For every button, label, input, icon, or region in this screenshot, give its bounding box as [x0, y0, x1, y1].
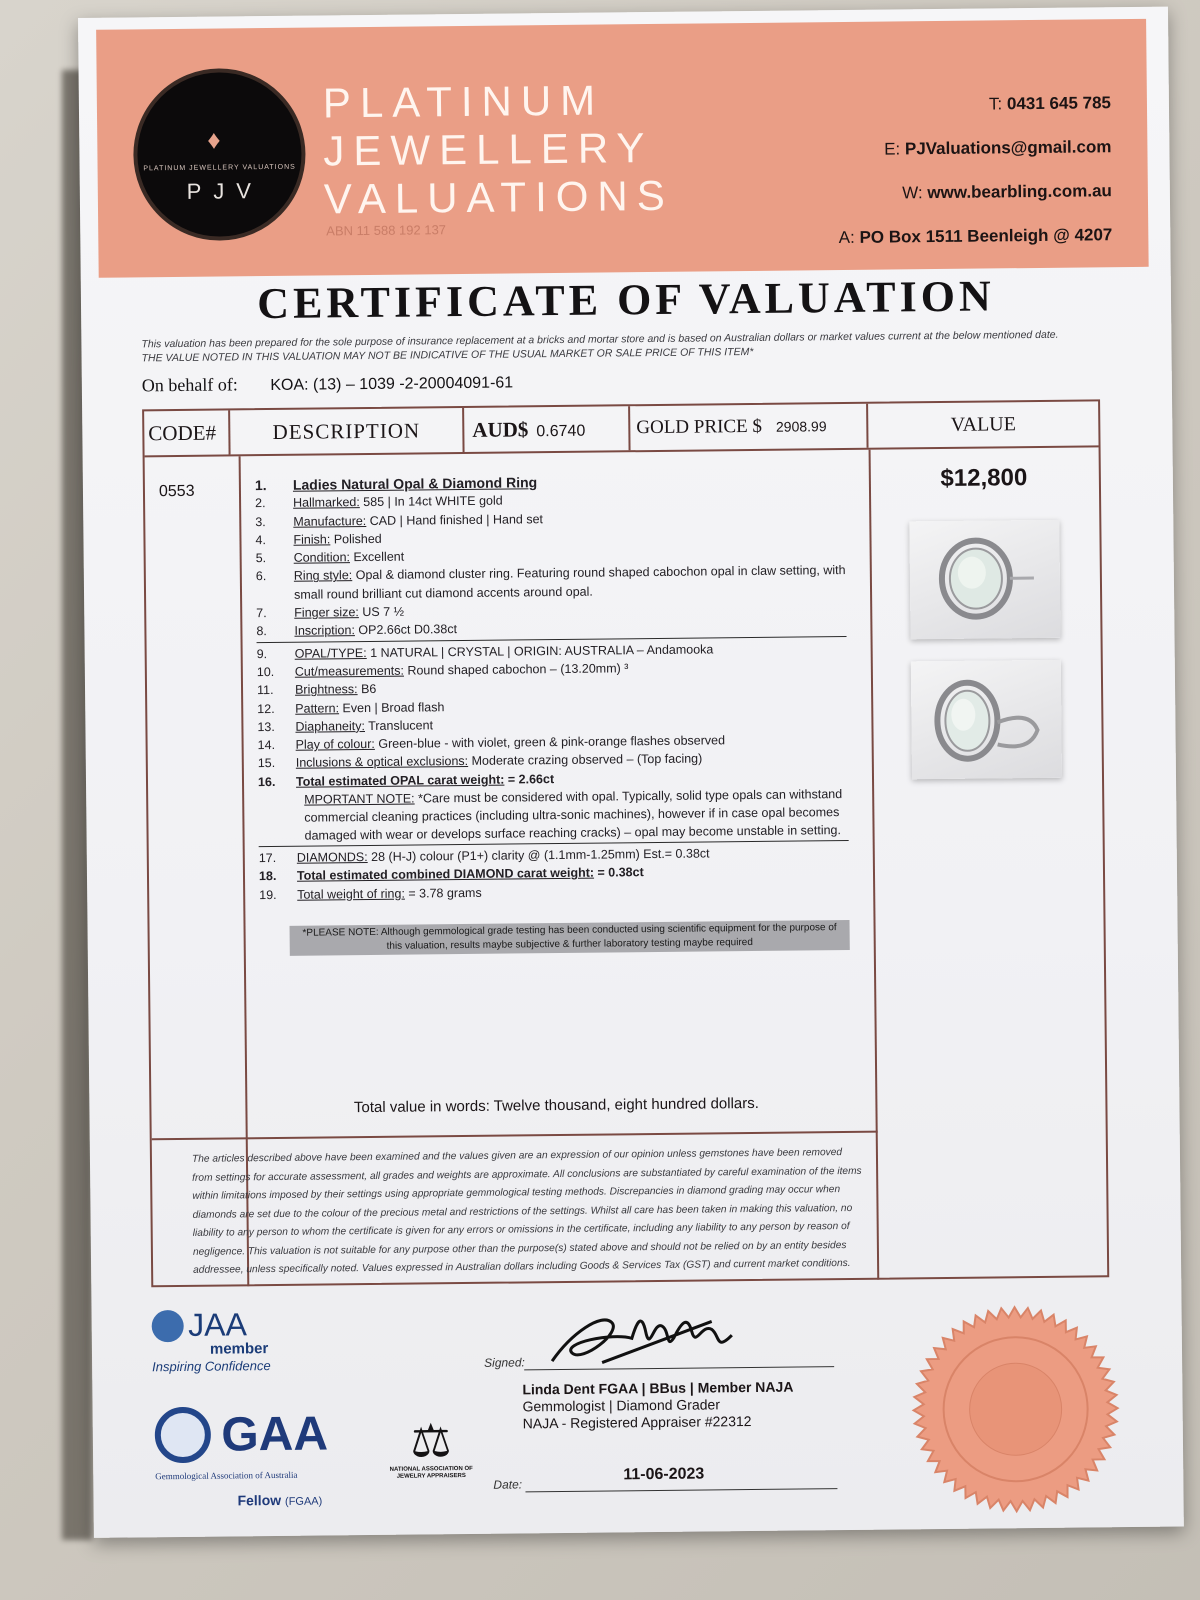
item-text: Translucent — [364, 718, 434, 733]
signed-label: Signed: — [484, 1355, 525, 1370]
item-number: 4. — [255, 532, 266, 548]
pjv-logo — [133, 68, 307, 242]
date-line — [525, 1488, 837, 1492]
disclaimer — [141, 327, 1101, 365]
signer-name: Linda Dent FGAA | BBus | Member NAJA — [522, 1378, 794, 1398]
contact-phone: T: 0431 645 785 — [988, 93, 1112, 114]
ring-photo-side — [911, 660, 1062, 780]
item-text: = 3.78 grams — [404, 885, 482, 901]
contact-address: A: PO Box 1511 Beenleigh @ 4207 — [838, 225, 1113, 248]
item-key: Play of colour: — [295, 737, 375, 752]
signer-registration: NAJA - Registered Appraiser #22312 — [522, 1413, 752, 1432]
ring-top-view-icon — [909, 520, 1060, 640]
item-number: 11. — [256, 683, 274, 698]
item-key: OPAL/TYPE: — [294, 645, 367, 661]
contact-email: E: PJValuations@gmail.com — [884, 137, 1112, 159]
brand-line-2: JEWELLERY — [323, 123, 654, 175]
gaa-emblem-icon — [155, 1407, 212, 1464]
contact-web: W: www.bearbling.com.au — [902, 181, 1112, 203]
contact-block — [837, 81, 1112, 260]
item-text: OP2.66ct D0.38ct — [354, 622, 458, 638]
item-number: 9. — [256, 646, 268, 661]
ring-side-view-icon — [911, 660, 1062, 780]
item-code: 0553 — [158, 482, 195, 501]
logo-initials: PJV — [186, 178, 264, 204]
brand-line-3: VALUATIONS — [323, 171, 674, 223]
date-label: Date: — [493, 1477, 523, 1492]
item-number: 13. — [257, 719, 275, 735]
item-key: DIAMONDS: — [296, 850, 368, 865]
item-text: 585 | In 14ct WHITE gold — [359, 493, 503, 510]
signer-role: Gemmologist | Diamond Grader — [522, 1396, 721, 1415]
abn-number: ABN 11 588 192 137 — [326, 222, 447, 239]
logo-small-text: PLATINUM JEWELLERY VALUATIONS — [143, 163, 296, 173]
item-key: Cut/measurements: — [294, 663, 405, 679]
behalf-label: On behalf of: — [141, 374, 238, 396]
item-key: Total weight of ring: — [297, 886, 405, 902]
item-text: 1 NATURAL | CRYSTAL | ORIGIN: AUSTRALIA – Andamooka — [366, 642, 714, 660]
item-text: B6 — [357, 682, 377, 697]
scales-icon: ⚖ — [410, 1414, 452, 1467]
please-note: *PLEASE NOTE: Although gemmological grade testing has been conducted using scientific equipment for the purpose of this valuation, results maybe subjective & further laboratory testing maybe required — [290, 920, 850, 956]
item-text: Opal & diamond cluster ring. Featuring round shaped cabochon opal in claw setting, with small round brilliant cut diamond accents around opal. — [293, 563, 846, 602]
on-behalf-of — [142, 371, 513, 396]
item-key: Condition: — [293, 550, 351, 565]
valuation-table — [142, 399, 1109, 1287]
col-description-header: DESCRIPTION — [230, 408, 464, 454]
item-number: 15. — [257, 756, 276, 771]
item-number: 3. — [255, 514, 266, 529]
item-number: 19. — [259, 887, 277, 902]
item-key: Hallmarked: — [293, 495, 360, 511]
item-number: 1. — [254, 477, 267, 494]
jaa-logo: JAA member Inspiring Confidence — [152, 1306, 271, 1375]
item-key: Finish: — [293, 532, 331, 547]
item-text: Green-blue - with violet, green & pink-orange flashes observed — [374, 733, 726, 752]
item-number: 16. — [257, 774, 276, 789]
item-number: 18. — [258, 869, 277, 884]
date-value: 11-06-2023 — [623, 1465, 705, 1484]
column-divider — [869, 450, 880, 1280]
item-key: Brightness: — [294, 682, 358, 698]
list-item — [256, 561, 856, 604]
signer-details — [522, 1379, 794, 1433]
diamond-icon: ♦ — [207, 124, 221, 155]
item-value: $12,800 — [940, 464, 1028, 492]
gold-price: 2908.99 — [775, 418, 827, 435]
item-key: Manufacture: — [293, 513, 367, 529]
ring-photo-top — [909, 520, 1060, 640]
disclaimer-line-1: This valuation has been prepared for the sole purpose of insurance replacement at a bricks and mortar store and is based on Australian dollars or market values current at the below mentioned date. — [141, 328, 1059, 351]
table-header — [144, 401, 1098, 457]
important-note-key: MPORTANT NOTE: — [304, 791, 415, 807]
document-title: CERTIFICATE OF VALUATION — [257, 271, 995, 329]
important-note-text: *Care must be considered with opal. Typically, solid type opals can withstand commercial cleaning practices (including ultra-sonic machines), however if in case opal becomes damaged with wear or develops surface reaching cracks) – opal may become unstable in setting. — [304, 787, 843, 843]
item-text: Even | Broad flash — [338, 699, 445, 715]
signature-scribble-icon — [541, 1301, 752, 1373]
item-text: Polished — [330, 531, 382, 547]
item-key: Inclusions & optical exclusions: — [295, 754, 469, 771]
item-number: 10. — [256, 664, 275, 680]
item-number: 12. — [257, 701, 275, 716]
behalf-value: KOA: (13) – 1039 -2-20004091-61 — [270, 374, 514, 395]
item-key: Diaphaneity: — [295, 718, 366, 734]
col-code-header: CODE# — [144, 410, 230, 455]
header-band — [96, 19, 1149, 278]
brand-line-1: PLATINUM — [322, 76, 605, 127]
item-text: CAD | Hand finished | Hand set — [366, 511, 544, 528]
seal-stamp-icon — [910, 1303, 1122, 1515]
item-key: Inscription: — [294, 623, 355, 639]
item-list — [255, 470, 860, 956]
item-number: 7. — [256, 606, 267, 621]
item-key: Total estimated combined DIAMOND carat weight: — [296, 865, 595, 884]
total-value-words: Total value in words: Twelve thousand, eight hundred dollars. — [353, 1094, 759, 1117]
col-value-header: VALUE — [950, 413, 1017, 436]
item-key: Ladies Natural Opal & Diamond Ring — [292, 474, 538, 493]
aud-rate: 0.6740 — [536, 422, 586, 441]
item-text: = 2.66ct — [504, 771, 555, 787]
item-text: US 7 ½ — [358, 604, 405, 620]
fine-print: The articles described above have been examined and the values given are an expression of our opinion unless gemstones have been removed from settings for accurate assessment, all grades and weights are approximate. All conclusions are substantiated by careful examination of the items within limitations imposed by their settings using appropriate gemmological testing methods. Discrepancies in diamond grading may occur when diamonds are set due to the colour of the precious metal and restrictions of the settings. Whilst all care has been taken in making this valuation, no liability to any person to whom the certificate is given for any errors or omissions in the certificate, including any liability to any person by reason of negligence. This valuation is not suitable for any purpose other than the purpose(s) stated above and should not be relied on by an entity besides addressee, unless specifically noted. Values expressed in Australian dollars including Goods & Services Tax (GST) and current market conditions. — [191, 1147, 862, 1276]
brand-name — [323, 76, 674, 224]
col-gold-header: GOLD PRICE $ 2908.99 — [630, 404, 868, 450]
certificate-paper — [78, 7, 1184, 1538]
disclaimer-line-2: THE VALUE NOTED IN THIS VALUATION MAY NOT BE INDICATIVE OF THE USUAL MARKET OR SALE PRICE OF THIS ITEM* — [141, 345, 754, 365]
item-key: Ring style: — [293, 568, 353, 584]
item-key: Finger size: — [294, 605, 359, 620]
item-number: 14. — [257, 738, 276, 753]
item-text: 28 (H-J) colour (P1+) clarity @ (1.1mm-1.25mm) Est.= 0.38ct — [367, 846, 710, 865]
item-number: 6. — [255, 569, 267, 584]
item-number: 2. — [255, 496, 266, 511]
item-number: 17. — [258, 851, 277, 866]
item-text: Round shaped cabochon – (13.20mm) ³ — [403, 661, 629, 678]
item-number: 8. — [256, 624, 267, 639]
item-key: Pattern: — [295, 700, 340, 716]
item-text: Moderate crazing observed – (Top facing) — [468, 751, 703, 769]
table-footer-divider — [152, 1131, 878, 1141]
col-aud-header: AUD$ 0.6740 — [464, 406, 630, 452]
important-note — [258, 785, 859, 845]
naja-seal — [910, 1303, 1122, 1515]
naja-logo: ⚖ NATIONAL ASSOCIATION OF JEWELRY APPRAISERS — [383, 1414, 480, 1481]
item-text: Excellent — [349, 549, 405, 565]
item-number: 5. — [255, 551, 267, 566]
item-text: = 0.38ct — [593, 865, 644, 880]
jaa-diamond-icon — [152, 1309, 184, 1341]
item-key: Total estimated OPAL carat weight: — [295, 772, 505, 789]
gaa-logo: GAA Gemmological Association of Australia Fellow (FGAA) — [155, 1406, 329, 1509]
